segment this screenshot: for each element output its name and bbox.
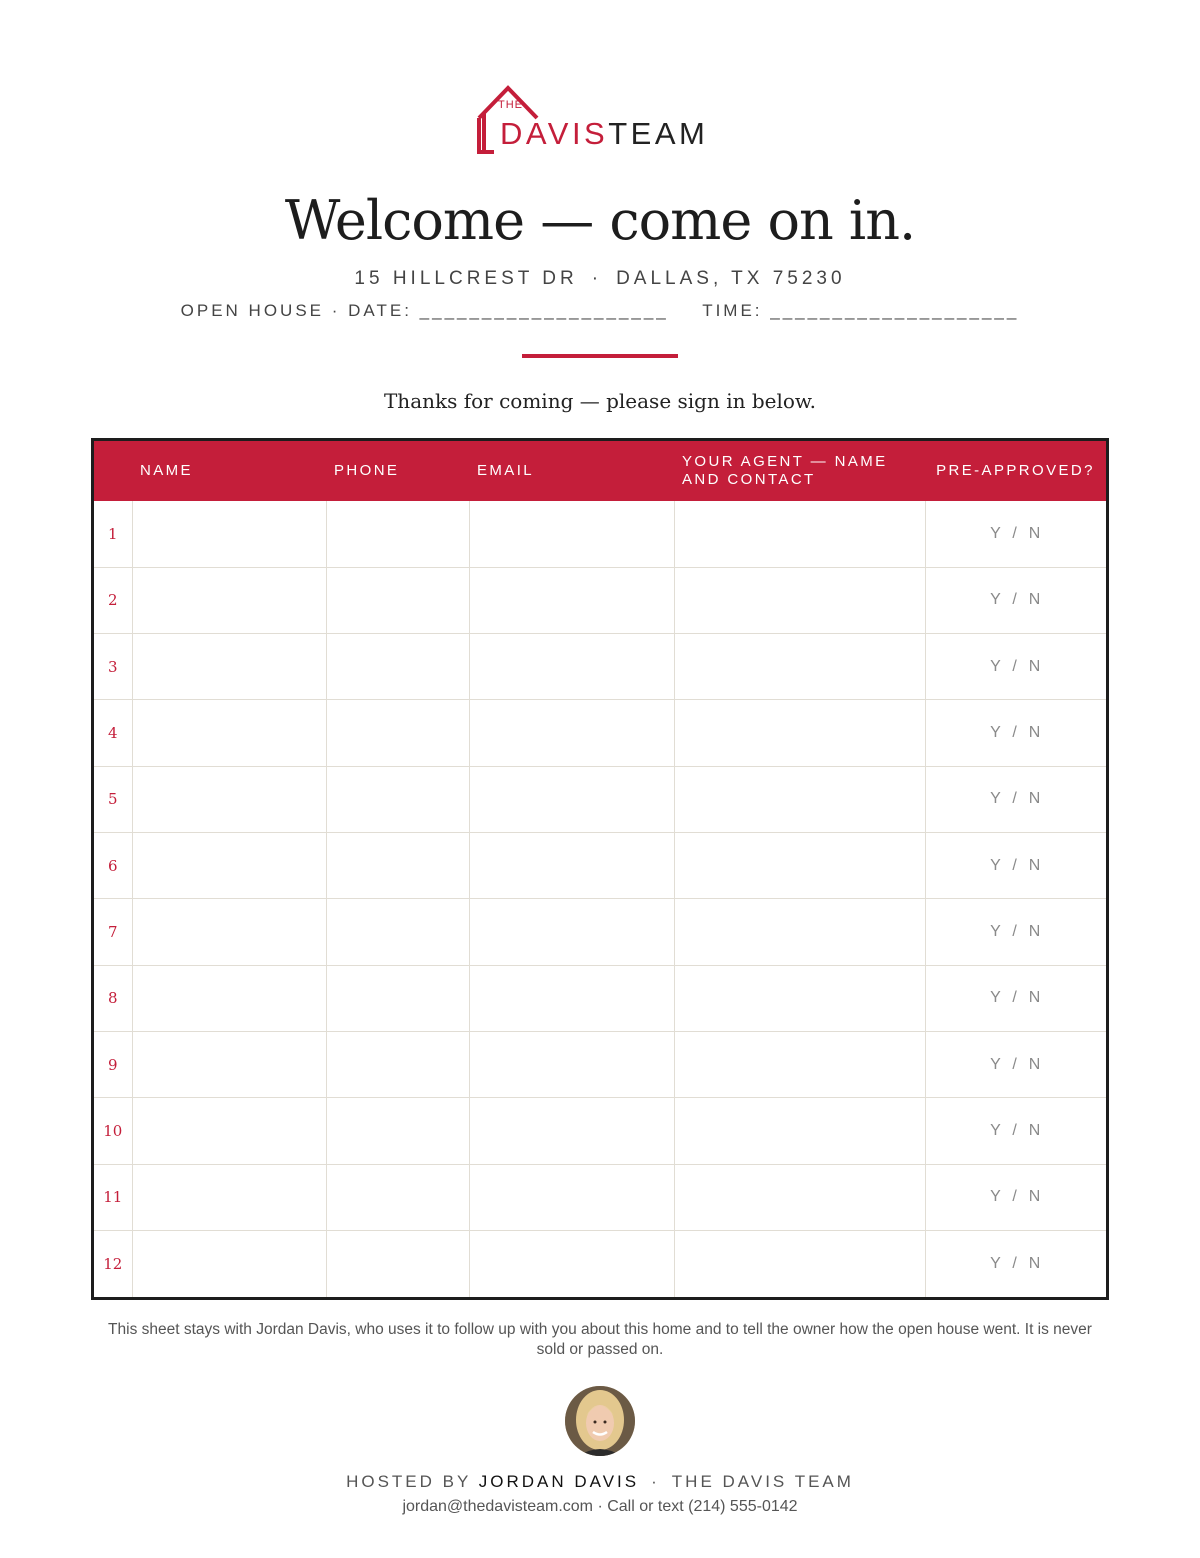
preapproved-cell[interactable]: Y / N <box>925 567 1106 633</box>
agent-cell[interactable] <box>674 833 925 899</box>
email-cell[interactable] <box>469 700 674 766</box>
row-number: 8 <box>94 965 132 1031</box>
row-number: 5 <box>94 766 132 832</box>
preapproved-cell[interactable]: Y / N <box>925 1231 1106 1297</box>
phone-cell[interactable] <box>326 634 469 700</box>
preapproved-cell[interactable]: Y / N <box>925 1164 1106 1230</box>
preapproved-cell[interactable]: Y / N <box>925 700 1106 766</box>
table-row <box>94 766 1106 832</box>
phone-cell[interactable] <box>326 1098 469 1164</box>
davis-team-logo <box>474 82 734 158</box>
hosted-by-label: HOSTED BY <box>346 1472 472 1491</box>
table-row <box>94 1032 1106 1098</box>
divider-rule <box>522 354 678 358</box>
preapproved-cell[interactable]: Y / N <box>925 766 1106 832</box>
row-number: 2 <box>94 567 132 633</box>
preapproved-cell[interactable]: Y / N <box>925 899 1106 965</box>
preapproved-cell[interactable]: Y / N <box>925 965 1106 1031</box>
name-cell[interactable] <box>132 766 326 832</box>
row-number: 10 <box>94 1098 132 1164</box>
row-number: 6 <box>94 833 132 899</box>
agent-cell[interactable] <box>674 1032 925 1098</box>
time-field: TIME: ____________________ <box>702 301 1020 320</box>
preapproved-cell[interactable]: Y / N <box>925 1098 1106 1164</box>
preapproved-cell[interactable]: Y / N <box>925 833 1106 899</box>
property-address <box>0 268 1200 290</box>
agent-cell[interactable] <box>674 1098 925 1164</box>
open-house-line <box>0 301 1200 321</box>
agent-cell[interactable] <box>674 766 925 832</box>
row-number: 3 <box>94 634 132 700</box>
header-preapproved: PRE-APPROVED? <box>925 441 1106 501</box>
agent-cell[interactable] <box>674 1231 925 1297</box>
email-cell[interactable] <box>469 1098 674 1164</box>
intro-text: Thanks for coming — please sign in below. <box>383 389 817 413</box>
name-cell[interactable] <box>132 634 326 700</box>
host-separator: · <box>651 1472 660 1491</box>
phone-cell[interactable] <box>326 700 469 766</box>
page-title: Welcome — come on in. <box>284 189 916 252</box>
name-cell[interactable] <box>132 1098 326 1164</box>
row-number: 12 <box>94 1231 132 1297</box>
sign-in-table <box>91 438 1109 1300</box>
email-cell[interactable] <box>469 965 674 1031</box>
avatar <box>565 1386 635 1456</box>
agent-cell[interactable] <box>674 700 925 766</box>
phone-cell[interactable] <box>326 567 469 633</box>
name-cell[interactable] <box>132 1032 326 1098</box>
address-street: 15 HILLCREST DR <box>354 268 578 289</box>
row-number: 9 <box>94 1032 132 1098</box>
table-row <box>94 1164 1106 1230</box>
host-name: JORDAN DAVIS <box>478 1472 640 1491</box>
phone-cell[interactable] <box>326 965 469 1031</box>
logo-team: TEAM <box>608 116 709 151</box>
name-cell[interactable] <box>132 700 326 766</box>
table-row <box>94 634 1106 700</box>
open-house-separator: · <box>331 301 341 320</box>
row-number: 1 <box>94 501 132 567</box>
preapproved-cell[interactable]: Y / N <box>925 634 1106 700</box>
email-cell[interactable] <box>469 766 674 832</box>
address-city: DALLAS, TX 75230 <box>616 268 846 289</box>
email-cell[interactable] <box>469 899 674 965</box>
header-email: EMAIL <box>469 441 674 501</box>
email-cell[interactable] <box>469 501 674 567</box>
agent-cell[interactable] <box>674 567 925 633</box>
email-cell[interactable] <box>469 1231 674 1297</box>
agent-cell[interactable] <box>674 965 925 1031</box>
table-row <box>94 567 1106 633</box>
name-cell[interactable] <box>132 1164 326 1230</box>
privacy-note: This sheet stays with Jordan Davis, who uses it to follow up with you about this home and to tell the owner how the open house went. It is never sold or passed on. <box>108 1321 1092 1358</box>
logo-wordmark <box>500 118 708 149</box>
date-field: DATE: ____________________ <box>348 301 669 320</box>
row-number: 7 <box>94 899 132 965</box>
phone-cell[interactable] <box>326 899 469 965</box>
header-phone: PHONE <box>326 441 469 501</box>
agent-cell[interactable] <box>674 501 925 567</box>
header-number <box>94 441 132 501</box>
email-cell[interactable] <box>469 1032 674 1098</box>
email-cell[interactable] <box>469 634 674 700</box>
agent-cell[interactable] <box>674 899 925 965</box>
phone-cell[interactable] <box>326 501 469 567</box>
phone-cell[interactable] <box>326 833 469 899</box>
header-name: NAME <box>132 441 326 501</box>
table-row <box>94 1231 1106 1297</box>
table-header-row <box>94 441 1106 501</box>
email-cell[interactable] <box>469 833 674 899</box>
hosted-by-line <box>0 1472 1200 1492</box>
header-agent: YOUR AGENT — NAME AND CONTACT <box>674 441 925 501</box>
host-contact: jordan@thedavisteam.com · Call or text (214) 555-0142 <box>402 1498 798 1515</box>
row-number: 11 <box>94 1164 132 1230</box>
table-row <box>94 833 1106 899</box>
name-cell[interactable] <box>132 899 326 965</box>
table-row <box>94 501 1106 567</box>
phone-cell[interactable] <box>326 1231 469 1297</box>
logo-davis: DAVIS <box>500 116 609 151</box>
email-cell[interactable] <box>469 567 674 633</box>
logo-the: THE <box>498 99 523 111</box>
preapproved-cell[interactable]: Y / N <box>925 501 1106 567</box>
host-portrait-icon <box>565 1386 635 1456</box>
name-cell[interactable] <box>132 833 326 899</box>
phone-cell[interactable] <box>326 766 469 832</box>
table-row <box>94 899 1106 965</box>
table-row <box>94 1098 1106 1164</box>
host-team: THE DAVIS TEAM <box>671 1472 854 1491</box>
phone-cell[interactable] <box>326 1164 469 1230</box>
table-row <box>94 965 1106 1031</box>
agent-cell[interactable] <box>674 1164 925 1230</box>
name-cell[interactable] <box>132 1231 326 1297</box>
table-row <box>94 700 1106 766</box>
open-house-label: OPEN HOUSE <box>180 301 324 320</box>
name-cell[interactable] <box>132 965 326 1031</box>
agent-cell[interactable] <box>674 634 925 700</box>
name-cell[interactable] <box>132 567 326 633</box>
email-cell[interactable] <box>469 1164 674 1230</box>
name-cell[interactable] <box>132 501 326 567</box>
preapproved-cell[interactable]: Y / N <box>925 1032 1106 1098</box>
phone-cell[interactable] <box>326 1032 469 1098</box>
row-number: 4 <box>94 700 132 766</box>
address-separator: · <box>591 268 603 289</box>
